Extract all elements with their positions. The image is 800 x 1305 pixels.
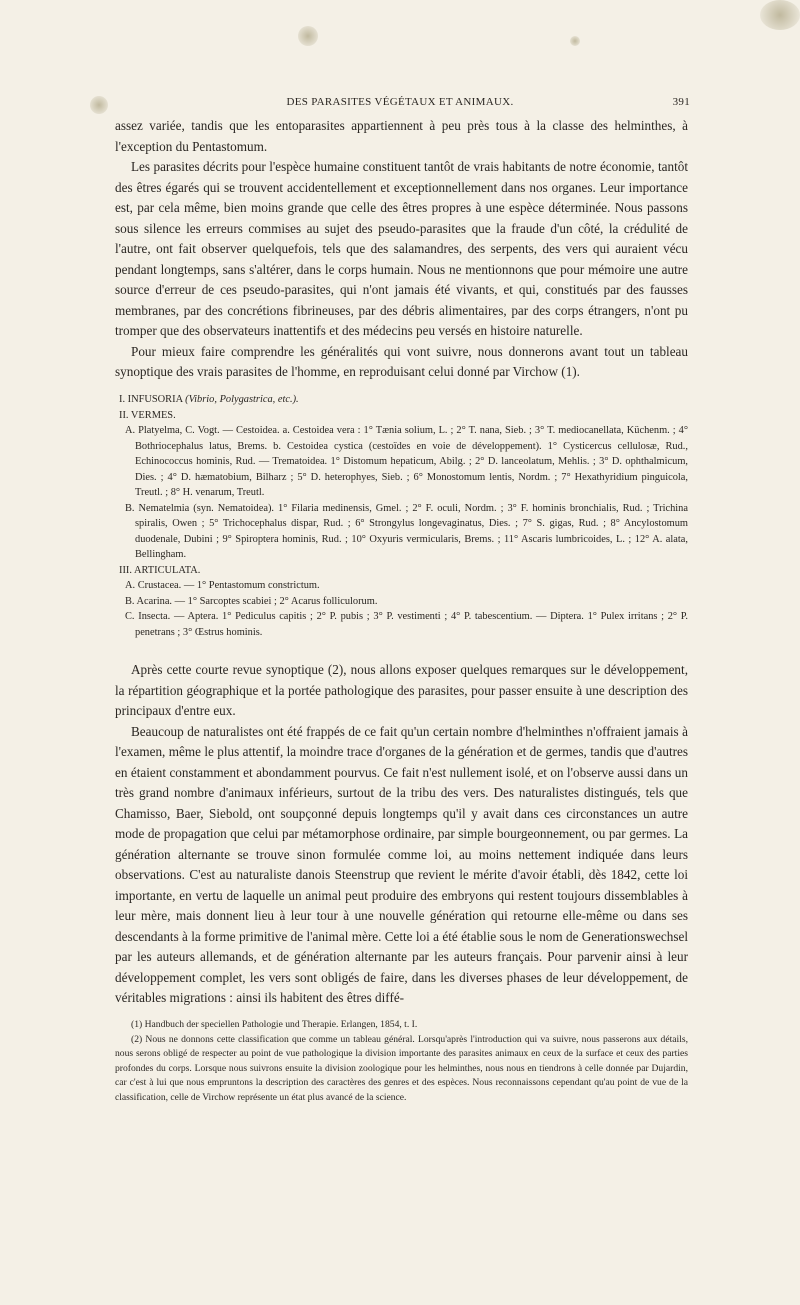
paragraph: Beaucoup de naturalistes ont été frappés de ce fait qu'un certain nombre d'helminthes n'offraient jamais à l'examen, même le plus attentif, la moindre trace d'organes de la génération et de germes, tandis que d'autres en étaient constamment et abondamment pourvus. Ce fait n'est nullement isolé, et on l'observe aussi dans un très grand nombre d'animaux inférieurs, surtout de la tribu des vers. Des naturalistes distingués, tels que Chamisso, Baer, Siebold, ont soupçonné depuis longtemps qu'il y avait dans ces circonstances un autre mode de propagation que celui par métamorphose ordinaire, par simple bourgeonnement, ou par germes. La génération alternante se trouve sinon formulée comme loi, au moins nettement indiquée dans leurs observations. C'est au naturaliste danois Steenstrup que revient le mérite d'avoir établi, dès 1842, cette loi importante, en vertu de laquelle un animal peut produire des embryons qui restent toujours dissemblables à leur mère, mais donnent lieu à leur tour à une nouvelle génération qui retourne elle-même ou dans ses descendants à la forme primitive de l'animal mère. Cette loi a été établie sous le nom de Generationswechsel par les auteurs allemands, et de génération alternante par les auteurs français. Pour parvenir ainsi à leur développement complet, les vers sont obligés de faire, dans les diverses phases de leur développement, de véritables migrations : ainsi ils habitent des êtres diffé- <box>115 723 688 1005</box>
paragraph: assez variée, tandis que les entoparasites appartiennent à peu près tous à la classe des helminthes, à l'exception du Pentastomum. <box>115 118 688 154</box>
paragraph: Les parasites décrits pour l'espèce humaine constituent tantôt de vrais habitants de notre économie, tantôt des êtres égarés qui se trouvent accidentellement et exceptionnellement dans nos organes. Leur importance est, par cela même, bien moins grande que celle des êtres propres à une espèce déterminée. Nous passons sous silence les erreurs commises au sujet des pseudo-parasites que la fraude d'un côté, la crédulité de l'autre, ont fait observer quelquefois, tels que des salamandres, des serpents, des vers qui auraient vécu pendant longtemps, sans s'altérer, dans le corps humain. Nous ne mentionnons que pour mémoire une autre source d'erreur de ces pseudo-parasites, qui n'ont jamais été vivants, et qui, constitués par des fausses membranes, par des concrétions fibrineuses, par des débris alimentaires, par des corps étrangers, n'ont pu tromper que des observateurs inattentifs et des médecins peu versés en histoire naturelle. <box>115 159 688 338</box>
synopsis-crustacea: A. Crustacea. — 1° Pentastomum constrictum. <box>125 580 320 591</box>
synoptic-table <box>115 392 688 640</box>
synopsis-insecta: C. Insecta. — Aptera. 1° Pediculus capitis ; 2° P. pubis ; 3° P. vestimenti ; 4° P. tabescentium. — Diptera. 1° Pulex irritans ; 2° P. penetrans ; 3° Œstrus hominis. <box>125 611 688 638</box>
synopsis-infusoria <box>115 392 688 408</box>
paper-stain <box>90 96 108 114</box>
synopsis-platyelma: A. Platyelma, C. Vogt. — Cestoidea. a. Cestoidea vera : 1° Tænia solium, L. ; 2° T. nana, Sieb. ; 3° T. mediocanellata, Küchenm. ; 4° Bothriocephalus latus, Brems. b. Cestoidea cystica (cestoïdes en voie de développement). 1° Cysticercus cellulosæ, Rud., Echinococcus hominis, Rud. — Trematoidea. 1° Distomum hepaticum, Abilg. ; 2° D. lanceolatum, Mehlis. ; 3° D. ophthalmicum, Dies. ; 4° D. hæmatobium, Bilharz ; 5° D. heterophyes, Sieb. ; 6° Monostomum lentis, Nordm. ; 7° Hexathyridium pinguicola, Treutl. ; 8° H. venarum, Treutl. <box>125 425 688 498</box>
page-number: 391 <box>672 96 690 108</box>
synopsis-acarina: B. Acarina. — 1° Sarcoptes scabiei ; 2° Acarus folliculorum. <box>125 595 378 607</box>
footnotes <box>115 1018 688 1106</box>
paragraph: Pour mieux faire comprendre les généralités qui vont suivre, nous donnerons avant tout un tableau synoptique des vrais parasites de l'homme, en reproduisant celui donné par Virchow (1). <box>115 343 688 379</box>
synopsis-nematelmia: B. Nematelmia (syn. Nematoidea). 1° Filaria medinensis, Gmel. ; 2° F. oculi, Nordm. ; 3° F. hominis bronchialis, Rud. ; Trichina spiralis, Owen ; 5° Trichocephalus dispar, Rud. ; 6° Strongylus longevaginatus, Dies. ; 7° S. gigas, Rud. ; 8° Ancylostomum duodenale, Dubini ; 9° Spiroptera hominis, Rud. ; 10° Oxyuris vermicularis, Brems. ; 11° Ascaris lumbricoides, L. ; 12° A. alata, Bellingham. <box>125 502 688 560</box>
body-top <box>115 116 688 383</box>
paper-stain <box>298 26 318 46</box>
synopsis-detail: (Vibrio, Polygastrica, etc.). <box>185 394 299 405</box>
synopsis-vermes: II. VERMES. <box>119 409 176 421</box>
body-bottom <box>115 660 688 1009</box>
footnote: (2) Nous ne donnons cette classification que comme un tableau général. Lorsqu'après l'introduction qui va suivre, nous passerons aux détails, nous serons obligé de respecter au point de vue pathologique la division importante des parasites animaux en ceux de la surface et ceux des parties profondes du corps. Lorsque nous suivrons ensuite la division zoologique pour les helminthes, nous nous en tiendrons à celle donnée par Dujardin, car c'est à lui que nous empruntons la description des caractères des genres et des espèces. Nous reconnaissons cependant qu'au point de vue de la classification, celle de Virchow représente un état plus avancé de la science. <box>115 1033 688 1103</box>
paper-stain <box>760 0 800 30</box>
footnote: (1) Handbuch der speciellen Pathologie und Therapie. Erlangen, 1854, t. I. <box>131 1019 418 1030</box>
synopsis-label: I. INFUSORIA <box>119 394 183 405</box>
running-head-title: DES PARASITES VÉGÉTAUX ET ANIMAUX. <box>286 96 514 108</box>
synopsis-articulata: III. ARTICULATA. <box>119 564 201 576</box>
paper-stain <box>570 36 580 46</box>
paragraph: Après cette courte revue synoptique (2), nous allons exposer quelques remarques sur le développement, la répartition géographique et la portée pathologique des parasites, pour passer ensuite à une description des principaux d'entre eux. <box>115 662 688 718</box>
